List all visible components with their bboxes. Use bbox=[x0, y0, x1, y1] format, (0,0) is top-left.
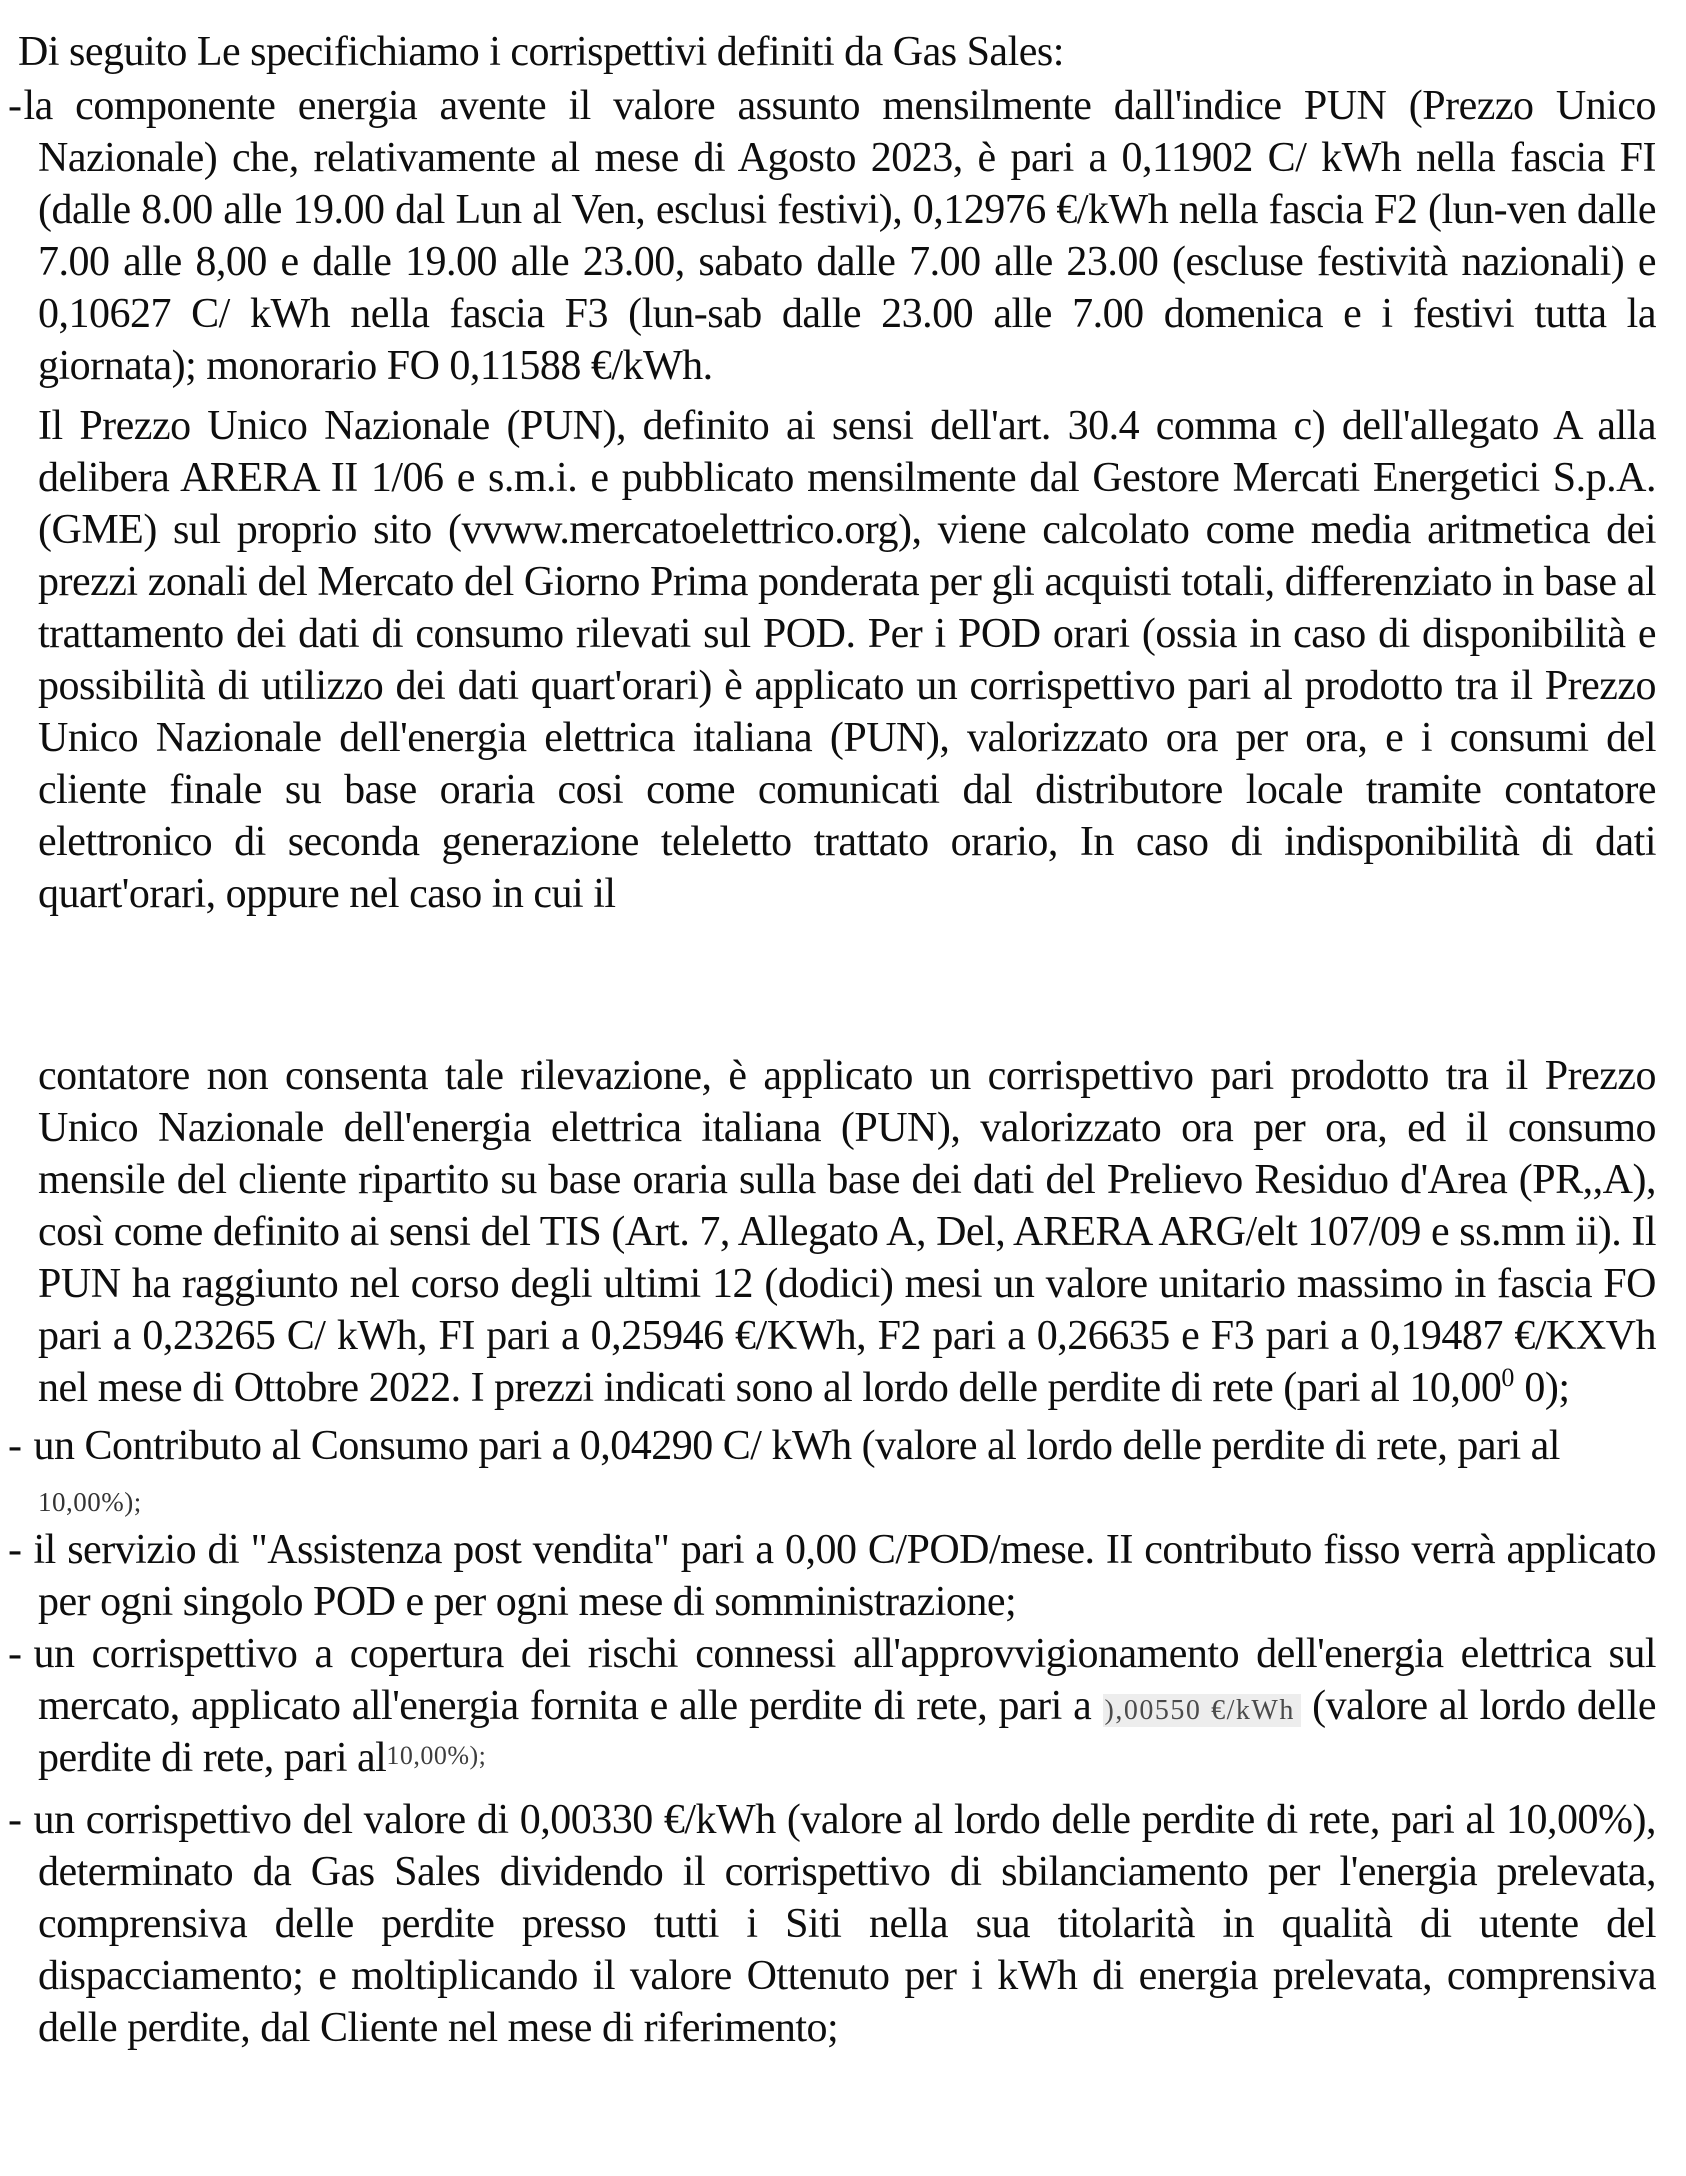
paragraph-pun-definition bbox=[38, 400, 1656, 920]
page-break-gap bbox=[38, 920, 1656, 1050]
paragraph-pun-definition-text: Il Prezzo Unico Nazionale (PUN), definito ai sensi dell'art. 30.4 comma c) dell'allegato A alla delibera ARERA II 1/06 e s.m.i. e pubblicato mensilmente dal Gestore Mercati Energetici S.p.A. (GME) sul proprio sito (vvww.mercatoelettrico.org), viene calcolato come media aritmetica dei prezzi zonali del Mercato del Giorno Prima ponderata per gli acquisti totali, differenziato in base al trattamento dei dati di consumo rilevati sul POD. Per i POD orari (ossia in caso di disponibilità e possibilità di utilizzo dei dati quart'orari) è applicato un corrispettivo pari al prodotto tra il Prezzo Unico Nazionale dell'energia elettrica italiana (PUN), valorizzato ora per ora, e i consumi del cliente finale su base oraria cosi come comunicati dal distributore locale tramite contatore elettronico di seconda generazione teleletto trattato orario, In caso di indisponibilità di dati quart'orari, oppure nel caso in cui il bbox=[38, 403, 1656, 917]
bullet-rischi-text-before: un corrispettivo a copertura dei rischi connessi all'approvvigionamento dell'energia elettrica sul mercato, applicato all'energia fornita e alle perdite di rete, pari a bbox=[33, 1631, 1656, 1729]
bullet-componente-energia-text: la componente energia avente il valore assunto mensilmente dall'indice PUN (Prezzo Unico Nazionale) che, relativamente al mese di Agosto 2023, è pari a 0,11902 C/ kWh nella fascia FI (dalle 8.00 alle 19.00 dal Lun al Ven, esclusi festivi), 0,12976 €/kWh nella fascia F2 (lun-ven dalle 7.00 alle 8,00 e dalle 19.00 alle 23.00, sabato dalle 7.00 alle 23.00 (escluse festività nazionali) e 0,10627 C/ kWh nella fascia F3 (lun-sab dalle 23.00 alle 7.00 domenica e i festivi tutta la giornata); monorario FO 0,11588 €/kWh. bbox=[23, 83, 1656, 389]
bullet-contributo-consumo bbox=[8, 1420, 1656, 1524]
bullet-rischi-approvvigionamento bbox=[8, 1628, 1657, 1784]
bullet-sbilanciamento bbox=[8, 1794, 1656, 2054]
bullet-assistenza-text: il servizio di "Assistenza post vendita" pari a 0,00 C/POD/mese. II contributo fisso verrà applicato per ogni singolo POD e per ogni mese di somministrazione; bbox=[33, 1527, 1656, 1625]
bullet-contributo-consumo-text: un Contributo al Consumo pari a 0,04290 C/ kWh (valore al lordo delle perdite di rete, pari al bbox=[33, 1423, 1560, 1469]
contributo-percent-small: 10,00%); bbox=[38, 1487, 142, 1517]
rischi-percent-small: 10,00%); bbox=[386, 1741, 487, 1770]
bullet-dash: - bbox=[8, 1797, 22, 1843]
bullet-componente-energia bbox=[8, 80, 1656, 392]
bullet-dash: - bbox=[8, 83, 22, 129]
paragraph-pun-continuation-tail: 0); bbox=[1514, 1365, 1570, 1411]
bullet-rischi-text-middle: (valore al lordo delle perdite di rete, pari al bbox=[38, 1683, 1657, 1781]
bullet-sbilanciamento-text: un corrispettivo del valore di 0,00330 €/kWh (valore al lordo delle perdite di rete, pari al 10,00%), determinato da Gas Sales dividendo il corrispettivo di sbilanciamento per l'energia prelevata, comprensiva delle perdite presso tutti i Siti nella sua titolarità in qualità di utente del dispacciamento; e moltiplicando il valore Ottenuto per i kWh di energia prelevata, comprensiva delle perdite, dal Cliente nel mese di riferimento; bbox=[33, 1797, 1656, 2051]
intro-text: Di seguito Le specifichiamo i corrispettivi definiti da Gas Sales: bbox=[18, 29, 1064, 75]
paragraph-pun-continuation-text: contatore non consenta tale rilevazione, è applicato un corrispettivo pari prodotto tra il Prezzo Unico Nazionale dell'energia elettrica italiana (PUN), valorizzato ora per ora, ed il consumo mensile del cliente ripartito su base oraria sulla base dei dati del Prelievo Residuo d'Area (PR,,A), così come definito ai sensi del TIS (Art. 7, Allegato A, Del, ARERA ARG/elt 107/09 e ss.mm ii). Il PUN ha raggiunto nel corso degli ultimi 12 (dodici) mesi un valore unitario massimo in fascia FO pari a 0,23265 C/ kWh, FI pari a 0,25946 €/KWh, F2 pari a 0,26635 e F3 pari a 0,19487 €/KXVh nel mese di Ottobre 2022. I prezzi indicati sono al lordo delle perdite di rete (pari al 10,00 bbox=[38, 1053, 1656, 1411]
bullet-assistenza-post-vendita bbox=[8, 1524, 1656, 1628]
bullet-dash: - bbox=[8, 1423, 22, 1469]
superscript-zero: 0 bbox=[1501, 1363, 1515, 1392]
bullet-dash: - bbox=[8, 1631, 22, 1677]
bullet-dash: - bbox=[8, 1527, 22, 1573]
paragraph-pun-continuation bbox=[38, 1050, 1656, 1414]
rischi-value-highlighted: ),00550 €/kWh bbox=[1103, 1694, 1301, 1727]
intro-line bbox=[18, 26, 1656, 78]
